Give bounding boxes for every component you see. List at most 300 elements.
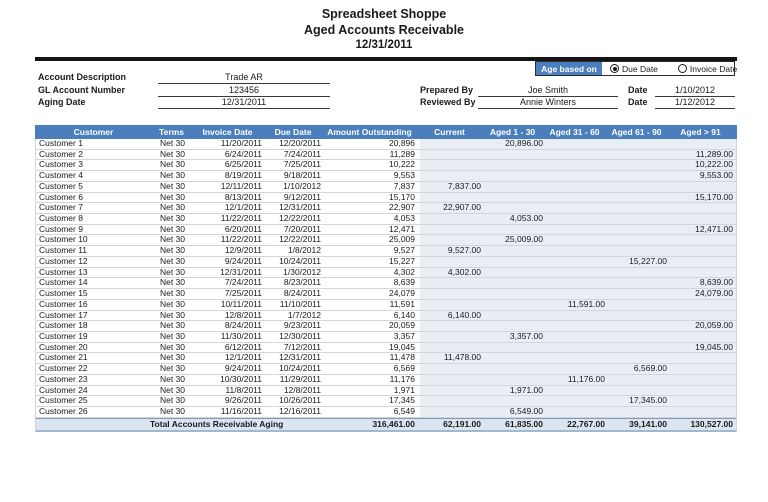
cell-invoice-date[interactable]: 12/1/2011	[224, 203, 262, 213]
cell-customer[interactable]: Customer 5	[39, 181, 83, 191]
cell-aged-91[interactable]	[670, 353, 736, 363]
cell-due-date[interactable]: 9/12/2011	[283, 192, 321, 202]
cell-aged-31-60[interactable]	[546, 364, 608, 374]
total-aged-over-91[interactable]: 130,527.00	[690, 418, 733, 429]
cell-terms[interactable]: Net 30	[159, 171, 186, 181]
cell-due-date[interactable]: 12/22/2011	[279, 235, 321, 245]
cell-current[interactable]	[420, 321, 484, 331]
column-header-aged-91[interactable]: Aged > 91	[680, 127, 721, 137]
cell-invoice-date[interactable]: 9/26/2011	[224, 396, 262, 406]
total-aged-1-30[interactable]: 61,835.00	[505, 418, 543, 429]
cell-current[interactable]	[420, 364, 484, 374]
cell-aged-1-30[interactable]: 4,053.00	[484, 214, 546, 224]
cell-aged-91[interactable]	[670, 182, 736, 192]
cell-aged-1-30[interactable]	[484, 160, 546, 170]
cell-aged-31-60[interactable]: 11,591.00	[546, 300, 608, 310]
cell-current[interactable]: 7,837.00	[420, 182, 484, 192]
cell-current[interactable]	[420, 289, 484, 299]
cell-current[interactable]	[420, 407, 484, 417]
cell-aged-31-60[interactable]	[546, 235, 608, 245]
cell-due-date[interactable]: 10/24/2011	[279, 364, 321, 374]
cell-terms[interactable]: Net 30	[159, 385, 186, 395]
cell-amount-outstanding[interactable]: 6,140	[393, 310, 415, 320]
cell-terms[interactable]: Net 30	[159, 139, 186, 148]
table-row	[35, 214, 737, 225]
cell-aged-61-90[interactable]	[608, 375, 670, 385]
cell-terms[interactable]: Net 30	[159, 267, 186, 277]
cell-customer[interactable]: Customer 18	[39, 321, 88, 331]
cell-aged-1-30[interactable]	[484, 364, 546, 374]
cell-current[interactable]	[420, 225, 484, 235]
cell-aged-91[interactable]	[670, 364, 736, 374]
cell-customer[interactable]: Customer 1	[39, 139, 83, 148]
cell-invoice-date[interactable]: 11/22/2011	[220, 235, 262, 245]
cell-amount-outstanding[interactable]: 20,059	[389, 321, 415, 331]
cell-invoice-date[interactable]: 7/25/2011	[224, 289, 262, 299]
cell-due-date[interactable]: 1/7/2012	[287, 310, 321, 320]
cell-aged-31-60[interactable]	[546, 321, 608, 331]
cell-invoice-date[interactable]: 6/12/2011	[224, 342, 262, 352]
cell-aged-1-30[interactable]	[484, 150, 546, 160]
cell-current[interactable]	[420, 171, 484, 181]
reviewed-by-field[interactable]: Annie Winters	[478, 96, 618, 109]
cell-customer[interactable]: Customer 26	[39, 406, 88, 416]
cell-due-date[interactable]: 11/29/2011	[279, 374, 321, 384]
cell-aged-1-30[interactable]	[484, 396, 546, 406]
cell-aged-1-30[interactable]	[484, 321, 546, 331]
cell-terms[interactable]: Net 30	[159, 235, 186, 245]
cell-customer[interactable]: Customer 21	[39, 353, 88, 363]
cell-amount-outstanding[interactable]: 15,170	[389, 192, 415, 202]
cell-aged-61-90[interactable]	[608, 214, 670, 224]
column-header-customer[interactable]: Customer	[73, 127, 114, 137]
cell-terms[interactable]: Net 30	[159, 342, 186, 352]
cell-customer[interactable]: Customer 3	[39, 160, 83, 170]
cell-amount-outstanding[interactable]: 24,079	[389, 289, 415, 299]
cell-aged-1-30[interactable]	[484, 375, 546, 385]
cell-aged-61-90[interactable]	[608, 321, 670, 331]
cell-due-date[interactable]: 12/31/2011	[279, 353, 321, 363]
cell-customer[interactable]: Customer 22	[39, 364, 88, 374]
cell-amount-outstanding[interactable]: 9,553	[393, 171, 415, 181]
cell-current[interactable]: 11,478.00	[420, 353, 484, 363]
cell-current[interactable]	[420, 278, 484, 288]
cell-aged-31-60[interactable]	[546, 396, 608, 406]
cell-amount-outstanding[interactable]: 4,053	[393, 214, 415, 224]
aging-date-field[interactable]: 12/31/2011	[158, 96, 330, 109]
total-amount-outstanding[interactable]: 316,461.00	[372, 418, 415, 429]
cell-aged-31-60[interactable]	[546, 386, 608, 396]
cell-current[interactable]	[420, 386, 484, 396]
cell-aged-31-60[interactable]	[546, 182, 608, 192]
cell-aged-91[interactable]: 15,170.00	[670, 193, 736, 203]
table-row	[35, 386, 737, 397]
cell-aged-1-30[interactable]	[484, 225, 546, 235]
cell-amount-outstanding[interactable]: 7,837	[393, 181, 415, 191]
cell-amount-outstanding[interactable]: 11,176	[389, 374, 415, 384]
cell-customer[interactable]: Customer 2	[39, 149, 83, 159]
cell-current[interactable]	[420, 332, 484, 342]
cell-current[interactable]: 4,302.00	[420, 268, 484, 278]
cell-aged-61-90[interactable]	[608, 160, 670, 170]
cell-aged-91[interactable]: 12,471.00	[670, 225, 736, 235]
cell-aged-91[interactable]	[670, 332, 736, 342]
cell-current[interactable]: 22,907.00	[420, 203, 484, 213]
cell-customer[interactable]: Customer 12	[39, 256, 88, 266]
cell-terms[interactable]: Net 30	[159, 214, 186, 224]
cell-terms[interactable]: Net 30	[159, 396, 186, 406]
cell-amount-outstanding[interactable]: 8,639	[393, 278, 415, 288]
table-row	[35, 268, 737, 279]
cell-customer[interactable]: Customer 4	[39, 171, 83, 181]
cell-aged-31-60[interactable]	[546, 257, 608, 267]
cell-terms[interactable]: Net 30	[159, 160, 186, 170]
cell-aged-91[interactable]	[670, 246, 736, 256]
cell-customer[interactable]: Customer 19	[39, 331, 88, 341]
cell-due-date[interactable]: 1/30/2012	[283, 267, 321, 277]
column-header-invoice-date[interactable]: Invoice Date	[202, 127, 253, 137]
cell-aged-91[interactable]	[670, 203, 736, 213]
cell-aged-91[interactable]: 8,639.00	[670, 278, 736, 288]
cell-invoice-date[interactable]: 12/1/2011	[224, 353, 262, 363]
cell-amount-outstanding[interactable]: 25,009	[389, 235, 415, 245]
cell-amount-outstanding[interactable]: 11,591	[389, 299, 415, 309]
cell-aged-31-60[interactable]	[546, 193, 608, 203]
cell-invoice-date[interactable]: 8/19/2011	[224, 171, 262, 181]
cell-terms[interactable]: Net 30	[159, 278, 186, 288]
cell-aged-31-60[interactable]	[546, 150, 608, 160]
cell-invoice-date[interactable]: 6/20/2011	[224, 224, 262, 234]
cell-invoice-date[interactable]: 11/22/2011	[220, 214, 262, 224]
cell-terms[interactable]: Net 30	[159, 374, 186, 384]
due-date-radio-label: Due Date	[622, 63, 658, 74]
cell-aged-91[interactable]	[670, 139, 736, 149]
cell-invoice-date[interactable]: 9/24/2011	[224, 364, 262, 374]
cell-aged-31-60[interactable]	[546, 407, 608, 417]
cell-terms[interactable]: Net 30	[159, 181, 186, 191]
column-header-due-date[interactable]: Due Date	[274, 127, 312, 137]
cell-due-date[interactable]: 7/24/2011	[283, 149, 321, 159]
cell-aged-91[interactable]	[670, 386, 736, 396]
cell-current[interactable]	[420, 214, 484, 224]
cell-terms[interactable]: Net 30	[159, 406, 186, 416]
cell-aged-61-90[interactable]	[608, 225, 670, 235]
cell-current[interactable]	[420, 139, 484, 149]
cell-aged-61-90[interactable]	[608, 332, 670, 342]
cell-invoice-date[interactable]: 11/30/2011	[220, 331, 262, 341]
cell-aged-1-30[interactable]	[484, 353, 546, 363]
cell-current[interactable]	[420, 235, 484, 245]
cell-terms[interactable]: Net 30	[159, 299, 186, 309]
cell-aged-91[interactable]: 19,045.00	[670, 343, 736, 353]
cell-invoice-date[interactable]: 11/16/2011	[220, 406, 262, 416]
total-current[interactable]: 62,191.00	[443, 418, 481, 429]
cell-terms[interactable]: Net 30	[159, 289, 186, 299]
cell-amount-outstanding[interactable]: 19,045	[389, 342, 415, 352]
cell-current[interactable]: 6,140.00	[420, 311, 484, 321]
cell-due-date[interactable]: 12/22/2011	[279, 214, 321, 224]
cell-invoice-date[interactable]: 12/31/2011	[220, 267, 262, 277]
cell-current[interactable]	[420, 160, 484, 170]
cell-invoice-date[interactable]: 10/30/2011	[220, 374, 262, 384]
cell-due-date[interactable]: 7/25/2011	[283, 160, 321, 170]
cell-amount-outstanding[interactable]: 4,302	[393, 267, 415, 277]
cell-customer[interactable]: Customer 16	[39, 299, 88, 309]
cell-terms[interactable]: Net 30	[159, 331, 186, 341]
cell-terms[interactable]: Net 30	[159, 353, 186, 363]
cell-amount-outstanding[interactable]: 11,289	[389, 149, 415, 159]
table-row	[35, 257, 737, 268]
cell-due-date[interactable]: 8/23/2011	[283, 278, 321, 288]
cell-aged-1-30[interactable]: 1,971.00	[484, 386, 546, 396]
cell-invoice-date[interactable]: 6/25/2011	[224, 160, 262, 170]
cell-aged-61-90[interactable]	[608, 353, 670, 363]
cell-aged-91[interactable]: 20,059.00	[670, 321, 736, 331]
reviewed-date-field[interactable]: 1/12/2012	[655, 96, 735, 109]
cell-terms[interactable]: Net 30	[159, 364, 186, 374]
cell-aged-1-30[interactable]	[484, 300, 546, 310]
total-row-spacer	[267, 419, 326, 431]
table-row	[35, 150, 737, 161]
cell-due-date[interactable]: 10/24/2011	[279, 256, 321, 266]
cell-amount-outstanding[interactable]: 6,549	[393, 406, 415, 416]
cell-aged-1-30[interactable]: 6,549.00	[484, 407, 546, 417]
cell-invoice-date[interactable]: 10/11/2011	[220, 299, 262, 309]
cell-aged-61-90[interactable]	[608, 407, 670, 417]
cell-customer[interactable]: Customer 14	[39, 278, 88, 288]
cell-terms[interactable]: Net 30	[159, 321, 186, 331]
cell-aged-31-60[interactable]	[546, 160, 608, 170]
table-row	[35, 182, 737, 193]
cell-amount-outstanding[interactable]: 3,357	[393, 331, 415, 341]
cell-aged-91[interactable]	[670, 375, 736, 385]
cell-aged-61-90[interactable]	[608, 268, 670, 278]
cell-aged-91[interactable]	[670, 257, 736, 267]
table-row	[35, 353, 737, 364]
cell-customer[interactable]: Customer 7	[39, 203, 83, 213]
cell-aged-1-30[interactable]	[484, 289, 546, 299]
cell-amount-outstanding[interactable]: 22,907	[389, 203, 415, 213]
radio-unselected-icon[interactable]	[678, 64, 687, 73]
cell-aged-1-30[interactable]	[484, 203, 546, 213]
cell-aged-31-60[interactable]	[546, 311, 608, 321]
cell-terms[interactable]: Net 30	[159, 224, 186, 234]
cell-aged-1-30[interactable]	[484, 343, 546, 353]
cell-aged-91[interactable]	[670, 407, 736, 417]
cell-amount-outstanding[interactable]: 20,896	[389, 139, 415, 148]
cell-aged-61-90[interactable]: 6,569.00	[608, 364, 670, 374]
cell-aged-91[interactable]: 11,289.00	[670, 150, 736, 160]
radio-selected-icon[interactable]	[610, 64, 619, 73]
total-aged-31-60[interactable]: 22,767.00	[567, 418, 605, 429]
cell-customer[interactable]: Customer 15	[39, 289, 88, 299]
cell-invoice-date[interactable]: 7/24/2011	[224, 278, 262, 288]
due-date-radio[interactable]	[610, 64, 658, 74]
cell-amount-outstanding[interactable]: 6,569	[393, 364, 415, 374]
cell-aged-1-30[interactable]	[484, 278, 546, 288]
cell-aged-31-60[interactable]	[546, 171, 608, 181]
cell-aged-1-30[interactable]: 25,009.00	[484, 235, 546, 245]
cell-aged-31-60[interactable]	[546, 289, 608, 299]
cell-aged-1-30[interactable]	[484, 171, 546, 181]
column-header-aged-1-30[interactable]: Aged 1 - 30	[489, 127, 536, 137]
cell-aged-61-90[interactable]	[608, 203, 670, 213]
cell-invoice-date[interactable]: 12/8/2011	[224, 310, 262, 320]
cell-aged-1-30[interactable]: 3,357.00	[484, 332, 546, 342]
cell-aged-31-60[interactable]	[546, 332, 608, 342]
cell-aged-61-90[interactable]	[608, 386, 670, 396]
cell-customer[interactable]: Customer 10	[39, 235, 88, 245]
cell-current[interactable]	[420, 193, 484, 203]
cell-amount-outstanding[interactable]: 12,471	[389, 224, 415, 234]
cell-customer[interactable]: Customer 23	[39, 374, 88, 384]
cell-customer[interactable]: Customer 17	[39, 310, 88, 320]
cell-current[interactable]	[420, 150, 484, 160]
cell-aged-31-60[interactable]	[546, 343, 608, 353]
cell-aged-61-90[interactable]	[608, 278, 670, 288]
age-based-on-control	[535, 61, 738, 76]
cell-due-date[interactable]: 12/8/2011	[283, 385, 321, 395]
cell-aged-31-60[interactable]: 11,176.00	[546, 375, 608, 385]
cell-aged-61-90[interactable]	[608, 343, 670, 353]
cell-customer[interactable]: Customer 13	[39, 267, 88, 277]
cell-aged-91[interactable]	[670, 311, 736, 321]
cell-customer[interactable]: Customer 24	[39, 385, 88, 395]
column-header-terms[interactable]: Terms	[159, 127, 184, 137]
cell-invoice-date[interactable]: 6/24/2011	[224, 149, 262, 159]
cell-invoice-date[interactable]: 12/11/2011	[220, 181, 262, 191]
cell-due-date[interactable]: 11/10/2011	[279, 299, 321, 309]
cell-aged-91[interactable]: 24,079.00	[670, 289, 736, 299]
table-row	[35, 407, 737, 418]
cell-aged-31-60[interactable]	[546, 214, 608, 224]
total-aged-61-90[interactable]: 39,141.00	[629, 418, 667, 429]
cell-aged-61-90[interactable]	[608, 182, 670, 192]
cell-aged-31-60[interactable]	[546, 268, 608, 278]
cell-current[interactable]	[420, 375, 484, 385]
cell-due-date[interactable]: 1/10/2012	[283, 181, 321, 191]
cell-due-date[interactable]: 12/30/2011	[279, 331, 321, 341]
cell-aged-61-90[interactable]	[608, 289, 670, 299]
cell-amount-outstanding[interactable]: 17,345	[389, 396, 415, 406]
cell-amount-outstanding[interactable]: 1,971	[393, 385, 415, 395]
cell-terms[interactable]: Net 30	[159, 149, 186, 159]
cell-terms[interactable]: Net 30	[159, 246, 186, 256]
cell-customer[interactable]: Customer 8	[39, 214, 83, 224]
cell-aged-61-90[interactable]	[608, 311, 670, 321]
cell-aged-1-30[interactable]	[484, 268, 546, 278]
cell-aged-61-90[interactable]	[608, 139, 670, 149]
cell-aged-91[interactable]: 10,222.00	[670, 160, 736, 170]
invoice-date-radio[interactable]	[678, 64, 737, 74]
cell-customer[interactable]: Customer 9	[39, 224, 83, 234]
cell-invoice-date[interactable]: 8/13/2011	[224, 192, 262, 202]
prepared-date-field[interactable]: 1/10/2012	[655, 84, 735, 97]
cell-aged-31-60[interactable]	[546, 139, 608, 149]
cell-current[interactable]	[420, 396, 484, 406]
cell-aged-31-60[interactable]	[546, 225, 608, 235]
cell-aged-61-90[interactable]	[608, 235, 670, 245]
column-header-current[interactable]: Current	[434, 127, 465, 137]
column-header-aged-61-90[interactable]: Aged 61 - 90	[611, 127, 662, 137]
cell-invoice-date[interactable]: 11/8/2011	[225, 385, 262, 395]
cell-amount-outstanding[interactable]: 10,222	[389, 160, 415, 170]
cell-customer[interactable]: Customer 20	[39, 342, 88, 352]
gl-account-number-field[interactable]: 123456	[158, 84, 330, 97]
cell-aged-31-60[interactable]	[546, 278, 608, 288]
cell-due-date[interactable]: 7/12/2011	[283, 342, 321, 352]
prepared-by-field[interactable]: Joe Smith	[478, 84, 618, 97]
cell-due-date[interactable]: 10/26/2011	[279, 396, 321, 406]
cell-aged-91[interactable]: 9,553.00	[670, 171, 736, 181]
cell-aged-61-90[interactable]: 17,345.00	[608, 396, 670, 406]
column-header-amount-outstanding[interactable]: Amount Outstanding	[327, 127, 412, 137]
account-description-field[interactable]: Trade AR	[158, 71, 330, 84]
cell-invoice-date[interactable]: 11/20/2011	[220, 139, 262, 148]
cell-amount-outstanding[interactable]: 11,478	[389, 353, 415, 363]
cell-aged-61-90[interactable]	[608, 171, 670, 181]
table-row	[35, 343, 737, 354]
cell-invoice-date[interactable]: 12/9/2011	[224, 246, 262, 256]
cell-aged-61-90[interactable]: 15,227.00	[608, 257, 670, 267]
cell-due-date[interactable]: 7/20/2011	[283, 224, 321, 234]
cell-customer[interactable]: Customer 6	[39, 192, 83, 202]
cell-aged-31-60[interactable]	[546, 203, 608, 213]
cell-aged-91[interactable]	[670, 396, 736, 406]
cell-terms[interactable]: Net 30	[159, 256, 186, 266]
cell-aged-91[interactable]	[670, 214, 736, 224]
cell-aged-91[interactable]	[670, 268, 736, 278]
cell-amount-outstanding[interactable]: 15,227	[389, 256, 415, 266]
total-row	[35, 418, 737, 432]
cell-customer[interactable]: Customer 11	[39, 246, 88, 256]
cell-invoice-date[interactable]: 8/24/2011	[224, 321, 262, 331]
cell-due-date[interactable]: 1/8/2012	[287, 246, 321, 256]
cell-aged-1-30[interactable]	[484, 246, 546, 256]
cell-aged-31-60[interactable]	[546, 246, 608, 256]
cell-aged-91[interactable]	[670, 235, 736, 245]
cell-due-date[interactable]: 9/23/2011	[283, 321, 321, 331]
cell-amount-outstanding[interactable]: 9,527	[393, 246, 415, 256]
cell-due-date[interactable]: 8/24/2011	[283, 289, 321, 299]
cell-aged-91[interactable]	[670, 300, 736, 310]
cell-terms[interactable]: Net 30	[159, 203, 186, 213]
cell-due-date[interactable]: 9/18/2011	[283, 171, 321, 181]
cell-aged-1-30[interactable]	[484, 257, 546, 267]
cell-current[interactable]	[420, 257, 484, 267]
cell-aged-61-90[interactable]	[608, 150, 670, 160]
cell-current[interactable]	[420, 343, 484, 353]
cell-terms[interactable]: Net 30	[159, 192, 186, 202]
cell-aged-61-90[interactable]	[608, 193, 670, 203]
cell-aged-1-30[interactable]	[484, 182, 546, 192]
cell-aged-1-30[interactable]: 20,896.00	[484, 139, 546, 149]
cell-aged-1-30[interactable]	[484, 193, 546, 203]
cell-terms[interactable]: Net 30	[159, 310, 186, 320]
column-header-aged-31-60[interactable]: Aged 31 - 60	[549, 127, 600, 137]
cell-due-date[interactable]: 12/20/2011	[279, 139, 321, 148]
cell-aged-31-60[interactable]	[546, 353, 608, 363]
cell-current[interactable]	[420, 300, 484, 310]
cell-aged-61-90[interactable]	[608, 300, 670, 310]
cell-due-date[interactable]: 12/16/2011	[279, 406, 321, 416]
cell-customer[interactable]: Customer 25	[39, 396, 88, 406]
cell-invoice-date[interactable]: 9/24/2011	[224, 256, 262, 266]
cell-due-date[interactable]: 12/31/2011	[279, 203, 321, 213]
cell-current[interactable]: 9,527.00	[420, 246, 484, 256]
cell-aged-1-30[interactable]	[484, 311, 546, 321]
cell-aged-61-90[interactable]	[608, 246, 670, 256]
